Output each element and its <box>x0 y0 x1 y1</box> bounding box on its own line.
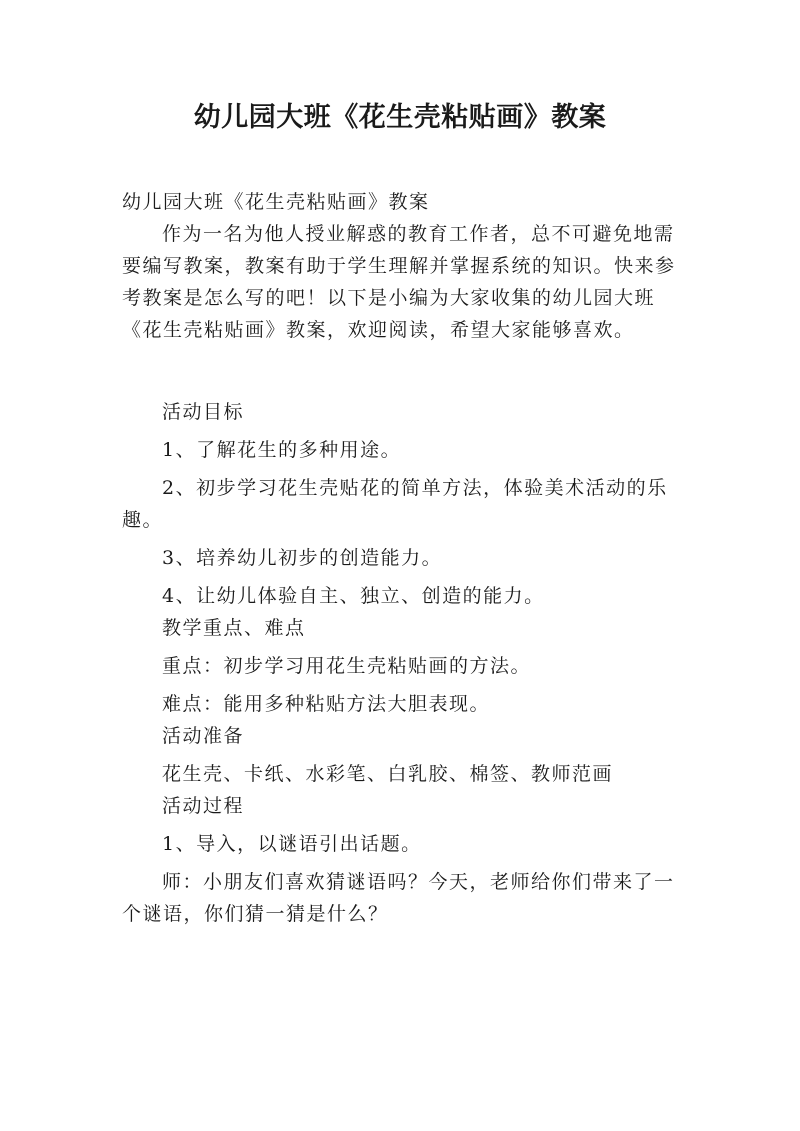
goal-item-1: 1、了解花生的多种用途。 <box>162 439 402 461</box>
intro-paragraph: 作为一名为他人授业解惑的教育工作者，总不可避免地需要编写教案，教案有助于学生理解并掌握系统的知识。快来参考教案是怎么写的吧！以下是小编为大家收集的幼儿园大班《花生壳粘贴画》教案，欢迎阅读，希望大家能够喜欢。 <box>122 223 676 341</box>
document-body <box>122 186 682 930</box>
difficult-point: 难点：能用多种粘贴方法大胆表现。 <box>162 693 491 715</box>
goal-item-2: 2、初步学习花生壳贴花的简单方法，体验美术活动的乐趣。 <box>122 477 668 531</box>
heading-key-points: 教学重点、难点 <box>162 617 306 639</box>
key-point: 重点：初步学习用花生壳粘贴画的方法。 <box>162 655 532 677</box>
goal-item-4: 4、让幼儿体验自主、独立、创造的能力。 <box>162 585 545 607</box>
heading-preparation: 活动准备 <box>162 725 245 747</box>
document-title: 幼儿园大班《花生壳粘贴画》教案 <box>193 102 607 133</box>
heading-process: 活动过程 <box>162 795 245 817</box>
materials-list: 花生壳、卡纸、水彩笔、白乳胶、棉签、教师范画 <box>162 763 614 785</box>
process-step-1: 1、导入，以谜语引出话题。 <box>162 833 422 855</box>
section-gap <box>122 346 682 396</box>
heading-activity-goals: 活动目标 <box>162 401 245 423</box>
goal-item-3: 3、培养幼儿初步的创造能力。 <box>162 547 443 569</box>
teacher-dialogue: 师：小朋友们喜欢猜谜语吗？今天，老师给你们带来了一个谜语，你们猜一猜是什么？ <box>122 871 675 925</box>
subtitle-paragraph: 幼儿园大班《花生壳粘贴画》教案 <box>122 191 430 213</box>
